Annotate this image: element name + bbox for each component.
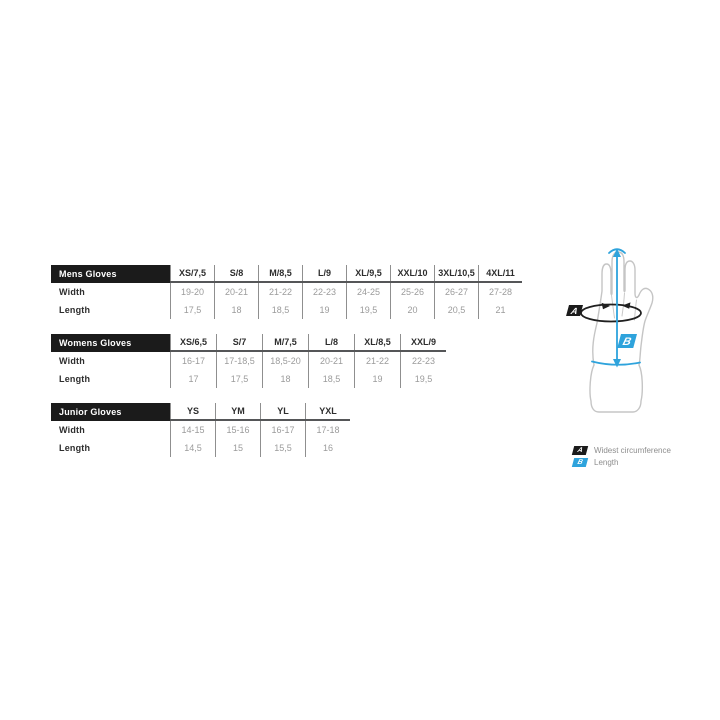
row-cells [170, 301, 522, 319]
value-cell: 16-17 [170, 352, 216, 370]
value-cell: 15,5 [260, 439, 305, 457]
table-title: Mens Gloves [51, 265, 170, 283]
size-header-cell: S/7 [216, 334, 262, 350]
value-cell: 20-21 [214, 283, 258, 301]
value-cell: 15-16 [215, 421, 260, 439]
size-header-cell: YXL [305, 403, 350, 419]
value-cell: 17-18 [305, 421, 350, 439]
size-header-cell: YS [170, 403, 215, 419]
value-cell: 19 [354, 370, 400, 388]
size-header-cell: YM [215, 403, 260, 419]
value-cell: 20,5 [434, 301, 478, 319]
value-cell: 17,5 [216, 370, 262, 388]
value-cell: 22-23 [400, 352, 446, 370]
row-label: Width [59, 287, 85, 297]
value-cell: 19-20 [170, 283, 214, 301]
value-cell: 20 [390, 301, 434, 319]
value-cell: 14,5 [170, 439, 215, 457]
row-cells [170, 283, 522, 301]
table-data-row [51, 283, 522, 301]
legend-badge-b: B [572, 458, 588, 467]
value-cell: 19 [302, 301, 346, 319]
size-header-cell: L/8 [308, 334, 354, 350]
value-cell: 18 [262, 370, 308, 388]
size-header-cell: S/8 [214, 265, 258, 281]
size-header-cell: XXL/10 [390, 265, 434, 281]
row-cells [170, 352, 446, 370]
value-cell: 24-25 [346, 283, 390, 301]
size-table-junior [51, 403, 522, 457]
value-cell: 25-26 [390, 283, 434, 301]
value-cell: 21-22 [258, 283, 302, 301]
size-header-cells [170, 334, 446, 352]
value-cell: 17 [170, 370, 216, 388]
value-cell: 27-28 [478, 283, 522, 301]
table-header-row [51, 265, 522, 283]
legend-label: Length [594, 457, 619, 467]
legend-row [573, 444, 671, 456]
marker-b-letter: B [621, 336, 633, 348]
table-data-row [51, 370, 522, 388]
value-cell: 16-17 [260, 421, 305, 439]
value-cell: 18,5 [308, 370, 354, 388]
row-label: Width [59, 425, 85, 435]
marker-a-badge [566, 305, 583, 316]
value-cell: 26-27 [434, 283, 478, 301]
size-table-womens [51, 334, 522, 388]
marker-a-letter: A [569, 305, 580, 316]
legend-label: Widest circumference [594, 445, 671, 455]
value-cell: 22-23 [302, 283, 346, 301]
row-cells [170, 439, 350, 457]
legend-badge-a: A [572, 446, 588, 455]
size-table-mens [51, 265, 522, 319]
row-cells [170, 421, 350, 439]
row-label: Length [59, 443, 91, 453]
value-cell: 19,5 [346, 301, 390, 319]
table-header-row [51, 334, 522, 352]
glove-outline-illustration [590, 252, 653, 412]
value-cell: 17-18,5 [216, 352, 262, 370]
size-tables [51, 265, 522, 472]
size-header-cell: XL/9,5 [346, 265, 390, 281]
size-header-cell: L/9 [302, 265, 346, 281]
size-header-cell: 4XL/11 [478, 265, 522, 281]
value-cell: 21-22 [354, 352, 400, 370]
value-cell: 18,5 [258, 301, 302, 319]
value-cell: 17,5 [170, 301, 214, 319]
table-title: Junior Gloves [51, 403, 170, 421]
row-label: Width [59, 356, 85, 366]
size-header-cell: XS/7,5 [170, 265, 214, 281]
table-data-row [51, 352, 522, 370]
value-cell: 14-15 [170, 421, 215, 439]
legend-row [573, 456, 671, 468]
measurement-legend [573, 444, 671, 468]
size-header-cell: 3XL/10,5 [434, 265, 478, 281]
table-title: Womens Gloves [51, 334, 170, 352]
value-cell: 18,5-20 [262, 352, 308, 370]
value-cell: 21 [478, 301, 522, 319]
row-cells [170, 370, 446, 388]
size-header-cells [170, 265, 522, 283]
row-label: Length [59, 305, 91, 315]
value-cell: 20-21 [308, 352, 354, 370]
table-header-row [51, 403, 522, 421]
size-header-cell: XL/8,5 [354, 334, 400, 350]
table-data-row [51, 301, 522, 319]
size-header-cell: M/8,5 [258, 265, 302, 281]
value-cell: 18 [214, 301, 258, 319]
size-header-cell: M/7,5 [262, 334, 308, 350]
row-label: Length [59, 374, 91, 384]
value-cell: 19,5 [400, 370, 446, 388]
table-data-row [51, 421, 522, 439]
table-data-row [51, 439, 522, 457]
size-header-cell: XS/6,5 [170, 334, 216, 350]
glove-measurement-diagram [563, 243, 668, 443]
size-header-cell: XXL/9 [400, 334, 446, 350]
value-cell: 15 [215, 439, 260, 457]
size-header-cell: YL [260, 403, 305, 419]
value-cell: 16 [305, 439, 350, 457]
size-header-cells [170, 403, 350, 421]
